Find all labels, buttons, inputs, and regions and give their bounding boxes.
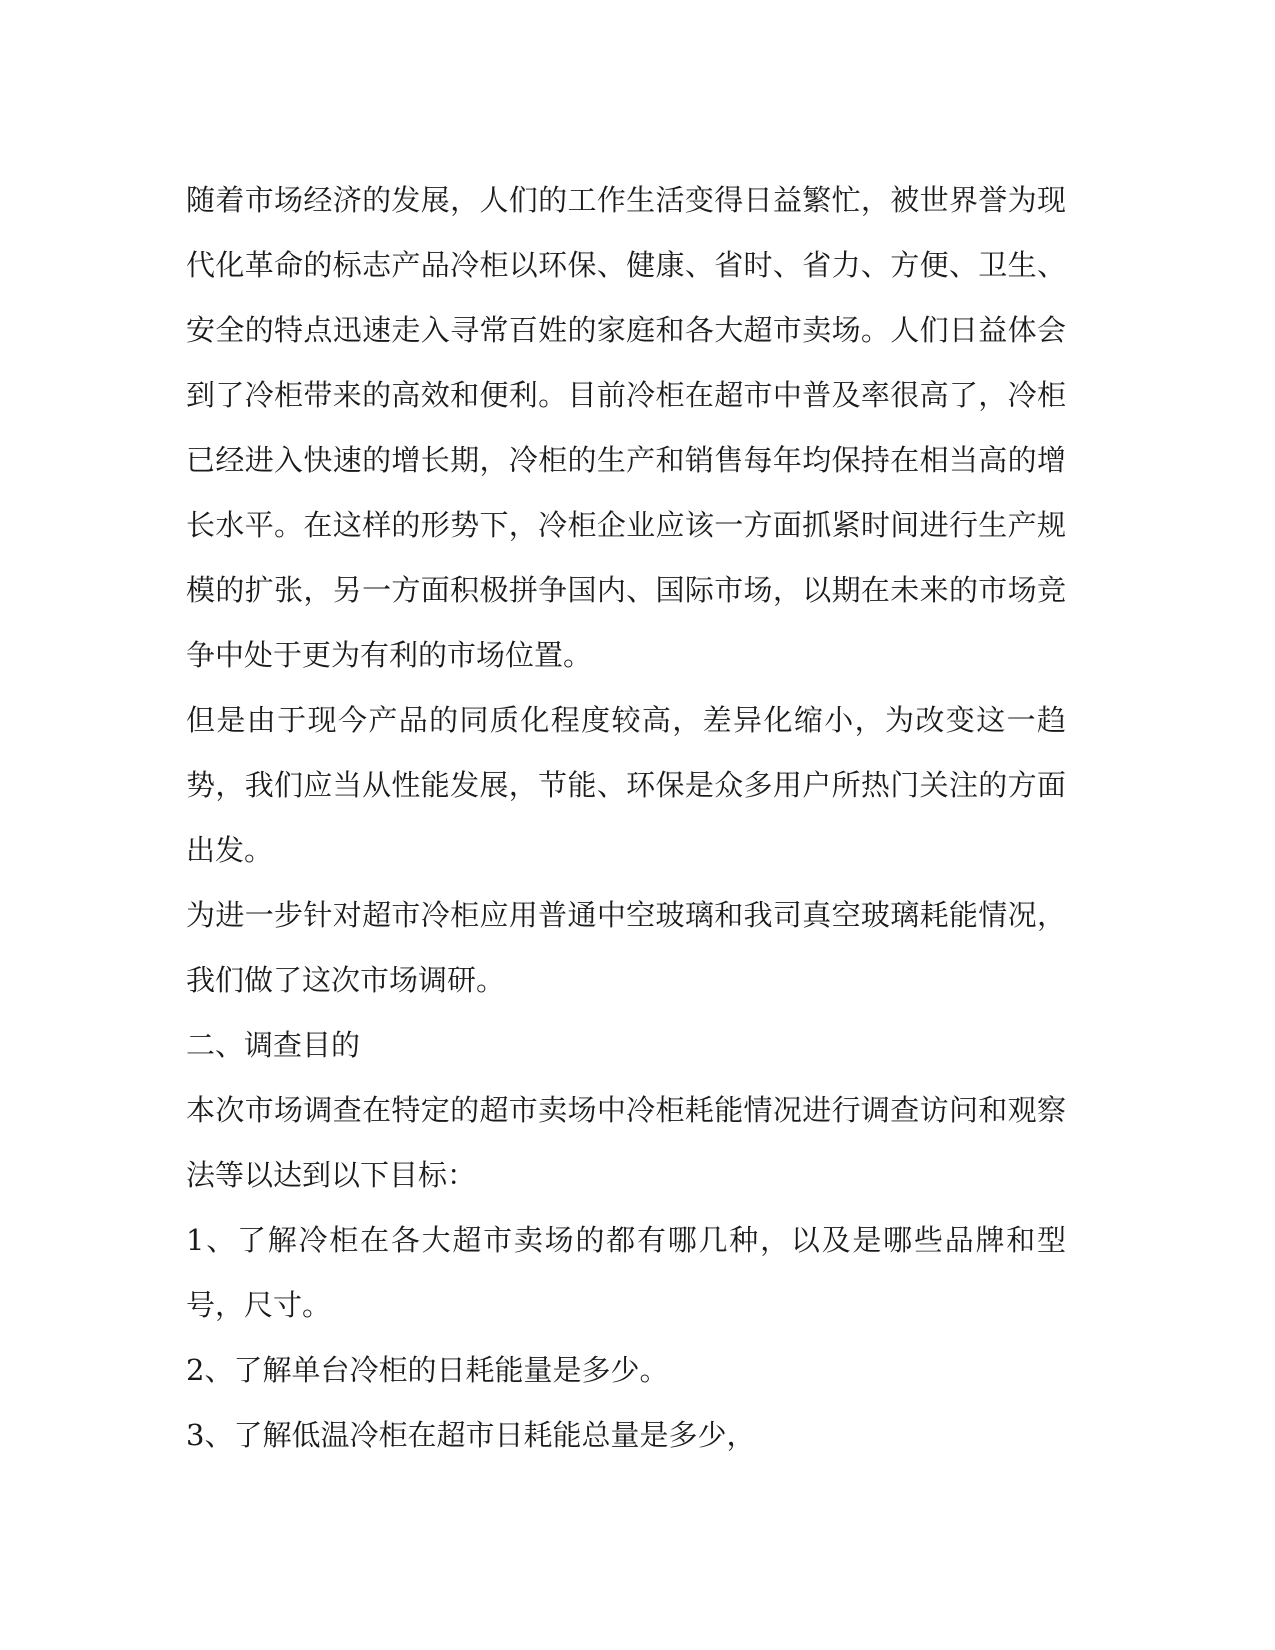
paragraph-intro: 随着市场经济的发展，人们的工作生活变得日益繁忙，被世界誉为现代化革命的标志产品冷柜以环保、健康、省时、省力、方便、卫生、安全的特点迅速走入寻常百姓的家庭和各大超市卖场。人们日益体会到了冷柜带来的高效和便利。目前冷柜在超市中普及率很高了，冷柜已经进入快速的增长期，冷柜的生产和销售每年均保持在相当高的增长水平。在这样的形势下，冷柜企业应该一方面抓紧时间进行生产规模的扩张，另一方面积极拼争国内、国际市场，以期在未来的市场竞争中处于更为有利的市场位置。 (186, 183, 1066, 672)
list-item-objective-1: 1、了解冷柜在各大超市卖场的都有哪几种，以及是哪些品牌和型号，尺寸。 (186, 1223, 1066, 1322)
paragraph-differentiation: 但是由于现今产品的同质化程度较高，差异化缩小，为改变这一趋势，我们应当从性能发展，节能、环保是众多用户所热门关注的方面出发。 (186, 703, 1066, 867)
section-heading-objectives: 二、调查目的 (186, 1028, 361, 1062)
list-item-objective-3: 3、了解低温冷柜在超市日耗能总量是多少， (186, 1418, 756, 1452)
list-item-objective-2: 2、了解单台冷柜的日耗能量是多少。 (186, 1353, 669, 1387)
paragraph-research-purpose: 为进一步针对超市冷柜应用普通中空玻璃和我司真空玻璃耗能情况，我们做了这次市场调研。 (186, 898, 1066, 997)
paragraph-objectives-intro: 本次市场调查在特定的超市卖场中冷柜耗能情况进行调查访问和观察法等以达到以下目标： (186, 1093, 1066, 1192)
document-body (186, 168, 1066, 1468)
